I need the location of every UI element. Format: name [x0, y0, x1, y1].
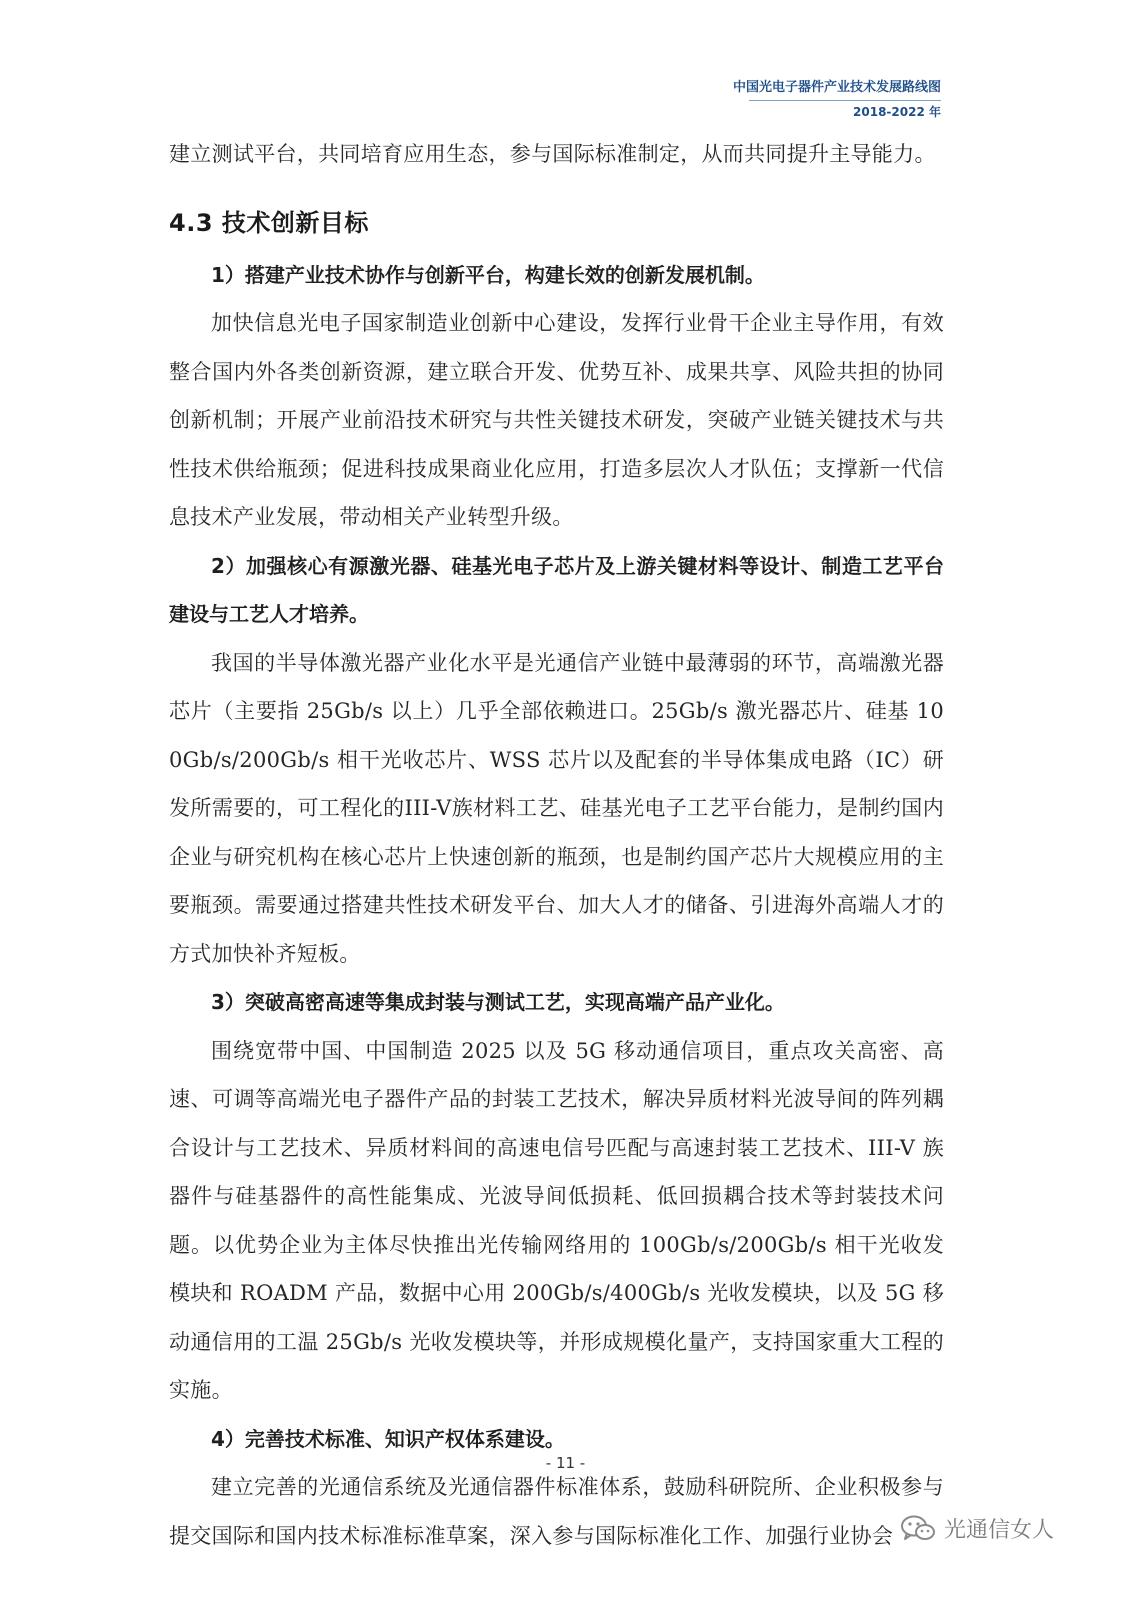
- subsection-4-heading: 4）完善技术标准、知识产权体系建设。: [211, 1426, 565, 1451]
- page-number: - 11 -: [545, 1454, 586, 1472]
- subsection-3-heading: 3）突破高密高速等集成封装与测试工艺，实现高端产品产业化。: [211, 990, 785, 1014]
- subsection-4-body: 建立完善的光通信系统及光通信器件标准体系，鼓励科研院所、企业积极参与提交国际和国内技术标准标准草案，深入参与国际标准化工作、加强行业协会: [169, 1475, 944, 1548]
- running-header: [733, 78, 941, 121]
- subsection-3-body: 围绕宽带中国、中国制造 2025 以及 5G 移动通信项目，重点攻关高密、高速、可调等高端光电子器件产品的封装工艺技术，解决异质材料光波导间的阵列耦合设计与工艺技术、异质材料间的高速电信号匹配与高速封装工艺技术、III-V 族器件与硅基器件的高性能集成、光波导间低损耗、低回损耦合技术等封装技术问题。以优势企业为主体尽快推出光传输网络用的 100Gb/s/200Gb/s 相干光收发模块和 ROADM 产品，数据中心用 200Gb/s/400Gb/s 光收发模块，以及 5G 移动通信用的工温 25Gb/s 光收发模块等，并形成规模化量产，支持国家重大工程的实施。: [169, 1038, 944, 1402]
- watermark-text: 光通信女人: [944, 1518, 1055, 1543]
- header-divider: [749, 100, 941, 101]
- subsection-1-heading: 1）搭建产业技术协作与创新平台，构建长效的创新发展机制。: [211, 262, 765, 287]
- intro-paragraph-tail: 建立测试平台，共同培育应用生态，参与国际标准制定，从而共同提升主导能力。: [169, 142, 936, 166]
- watermark: [900, 1513, 1054, 1544]
- document-body: [169, 130, 944, 1560]
- header-title: 中国光电子器件产业技术发展路线图: [732, 80, 941, 95]
- section-title: 4.3 技术创新目标: [169, 208, 369, 237]
- header-years: 2018-2022 年: [853, 105, 941, 119]
- subsection-1-body: 加快信息光电子国家制造业创新中心建设，发挥行业骨干企业主导作用，有效整合国内外各类创新资源，建立联合开发、优势互补、成果共享、风险共担的协同创新机制；开展产业前沿技术研究与共性关键技术研发，突破产业链关键技术与共性技术供给瓶颈；促进科技成果商业化应用，打造多层次人才队伍；支撑新一代信息技术产业发展，带动相关产业转型升级。: [169, 311, 944, 529]
- subsection-2-body: 我国的半导体激光器产业化水平是光通信产业链中最薄弱的环节，高端激光器芯片（主要指 25Gb/s 以上）几乎全部依赖进口。25Gb/s 激光器芯片、硅基 100Gb/s/200Gb/s 相干光收芯片、WSS 芯片以及配套的半导体集成电路（IC）研发所需要的，可工程化的III-V族材料工艺、硅基光电子工艺平台能力，是制约国内企业与研究机构在核心芯片上快速创新的瓶颈，也是制约国产芯片大规模应用的主要瓶颈。需要通过搭建共性技术研发平台、加大人才的储备、引进海外高端人才的方式加快补齐短板。: [169, 650, 944, 966]
- wechat-icon: [900, 1514, 936, 1544]
- subsection-2-heading: 2）加强核心有源激光器、硅基光电子芯片及上游关键材料等设计、制造工艺平台建设与工艺人才培养。: [169, 553, 944, 626]
